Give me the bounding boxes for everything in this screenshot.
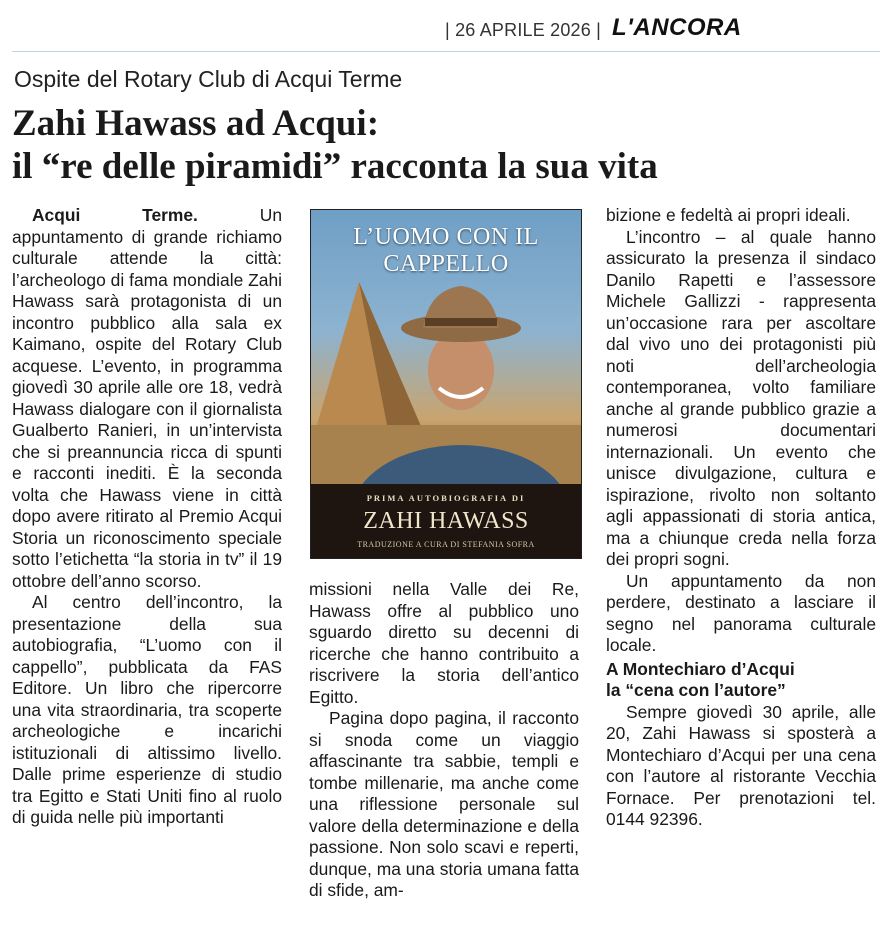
column-1-paragraph-1	[12, 205, 282, 592]
issue-date: | 26 APRILE 2026 |	[445, 20, 602, 40]
column-3-paragraph-0: bizione e fedeltà ai propri ideali.	[606, 205, 851, 225]
subheading-line-2: la “cena con l’autore”	[606, 680, 786, 700]
column-1-paragraph-2: Al centro dell’incontro, la presentazione della sua autobiografia, “L’uomo con il cappello”, pubblicata da FAS Editore. Un libro che ripercorre una vita straordinaria, tra scoperte archeologiche e incarichi istituzionali di altissimo livello. Dalle prime esperienze di studio tra Egitto e Stati Uniti fino al ruolo di guida nelle più importanti	[12, 592, 282, 827]
dateline: Acqui Terme.	[32, 205, 198, 225]
book-cover-image	[310, 209, 582, 559]
article-column-2	[309, 579, 579, 902]
column-2-paragraph-2: Pagina dopo pagina, il racconto si snoda come un viaggio affascinante tra sabbie, templi e tombe millenarie, ma anche come una riflessione personale sul valore della determinazione e della passione. Non solo scavi e reperti, dunque, ma una storia umana fatta di sfide, am-	[309, 708, 579, 900]
column-3-paragraph-1: L’incontro – al quale hanno assicurato la presenza il sindaco Danilo Rapetti e l’assessore Michele Gallizzi - rappresenta un’occasione rara per ascoltare dal vivo uno dei protagonisti più noti dell’archeologia contemporanea, volto familiare anche al grande pubblico grazie a numerosi documentari internazionali. Un evento che unisce divulgazione, cultura e ispirazione, rivolto non soltanto agli appassionati di storia antica, ma a chiunque creda nella forza dei propri sogni.	[606, 226, 876, 569]
cover-translation: TRADUZIONE A CURA DI STEFANIA SOFRA	[357, 540, 535, 549]
column-3-paragraph-2: Un appuntamento da non perdere, destinato a lasciare il segno nel panorama culturale locale.	[606, 570, 876, 655]
cover-kicker: PRIMA AUTOBIOGRAFIA DI	[366, 493, 526, 503]
page-header	[0, 0, 896, 52]
cover-title: L’UOMO CON IL CAPPELLO	[353, 224, 539, 277]
headline-line-2: il “re delle piramidi” racconta la sua vita	[12, 146, 658, 187]
column-3-paragraph-3: Sempre giovedì 30 aprile, alle 20, Zahi Hawass si sposterà a Montechiaro d’Acqui per una cena con l’autore al ristorante Vecchia Fornace. Per prenotazioni tel. 0144 92396.	[606, 701, 876, 829]
column-1-text-1: Un appuntamento di grande richiamo culturale attende la città: l’archeologo di fama mondiale Zahi Hawass sarà protagonista di un incontro pubblico alla sala ex Kaimano, ospite del Rotary Club acquese. L’evento, in programma giovedì 30 aprile alle ore 18, vedrà Hawass dialogare con il giornalista Gualberto Ranieri, in un’intervista che si preannuncia ricca di spunti e racconti inediti. È la seconda volta che Hawass viene in città dopo avere ritirato al Premio Acqui Storia un riconoscimento speciale sotto l’etichetta “la storia in tv” il 19 ottobre dell’anno scorso.	[12, 205, 282, 591]
column-2-paragraph-1: missioni nella Valle dei Re, Hawass offre al pubblico uno sguardo diretto su decenni di ricerche che hanno contribuito a riscrivere la storia dell’antico Egitto.	[309, 579, 579, 707]
article-column-1	[12, 205, 282, 829]
article-headline	[12, 102, 872, 188]
article-kicker: Ospite del Rotary Club di Acqui Terme	[14, 66, 403, 92]
headline-line-1: Zahi Hawass ad Acqui:	[12, 103, 380, 144]
header-rule	[12, 51, 880, 52]
subheading-line-1: A Montechiaro d’Acqui	[606, 658, 795, 679]
article-column-3	[606, 205, 876, 831]
newspaper-logo: L'ANCORA	[612, 14, 742, 41]
cover-author: ZAHI HAWASS	[363, 508, 529, 534]
